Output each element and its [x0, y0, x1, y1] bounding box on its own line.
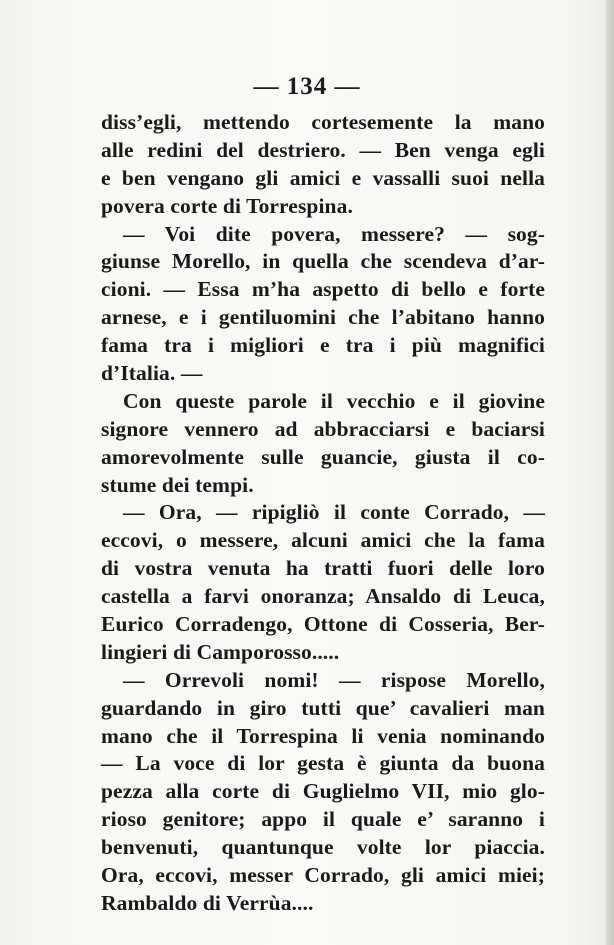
page-edge-shadow — [606, 0, 614, 945]
text-line: — Orrevoli nomi! — rispose Morello, — [123, 667, 545, 692]
text-line: Con queste parole il vecchio e il giovine — [123, 388, 545, 413]
text-line: alle redini del destriero. — Ben venga egli — [101, 137, 545, 162]
text-line: e ben vengano gli amici e vassalli suoi nella — [101, 165, 545, 190]
text-line: eccovi, o messere, alcuni amici che la fama — [101, 528, 545, 553]
text-line: fama tra i migliori e tra i più magnifici — [101, 333, 545, 358]
text-line: pezza alla corte di Guglielmo VII, mio glo- — [101, 779, 545, 804]
text-line: diss’egli, mettendo cortesemente la mano — [101, 110, 545, 134]
body-text — [101, 109, 545, 918]
page-number: — 134 — — [253, 73, 361, 100]
text-line: arnese, e i gentiluomini che l’abitano hanno — [101, 305, 545, 330]
text-line: guardando in giro tutti que’ cavalieri man — [101, 695, 545, 720]
text-line: benvenuti, quantunque volte lor piaccia. — [101, 835, 545, 860]
text-line: di vostra venuta ha tratti fuori delle loro — [101, 556, 545, 581]
text-line: — La voce di lor gesta è giunta da buona — [101, 751, 545, 776]
text-line: — Voi dite povera, messere? — sog- — [123, 221, 545, 246]
text-line: amorevolmente sulle guancie, giusta il co- — [101, 444, 545, 469]
text-line: mano che il Torrespina li venia nominando — [101, 723, 545, 748]
text-line: Ora, eccovi, messer Corrado, gli amici miei; — [101, 863, 545, 888]
text-line: rioso genitore; appo il quale e’ saranno i — [101, 807, 545, 832]
text-line: cioni. — Essa m’ha aspetto di bello e forte — [101, 277, 545, 302]
text-line: Eurico Corradengo, Ottone di Cosseria, Ber- — [101, 612, 545, 637]
text-line: — Ora, — ripigliò il conte Corrado, — — [123, 500, 545, 525]
text-line: castella a farvi onoranza; Ansaldo di Leuca, — [101, 584, 545, 609]
text-line: lingieri di Camporosso..... — [101, 639, 340, 664]
text-line: Rambaldo di Verrùa.... — [101, 890, 314, 915]
text-line: stume dei tempi. — [101, 472, 254, 497]
text-line: giunse Morello, in quella che scendeva d’ar- — [101, 249, 545, 274]
text-line: signore vennero ad abbracciarsi e baciarsi — [101, 416, 545, 441]
text-line: d’Italia. — — [101, 361, 203, 386]
text-line: povera corte di Torrespina. — [101, 193, 353, 218]
